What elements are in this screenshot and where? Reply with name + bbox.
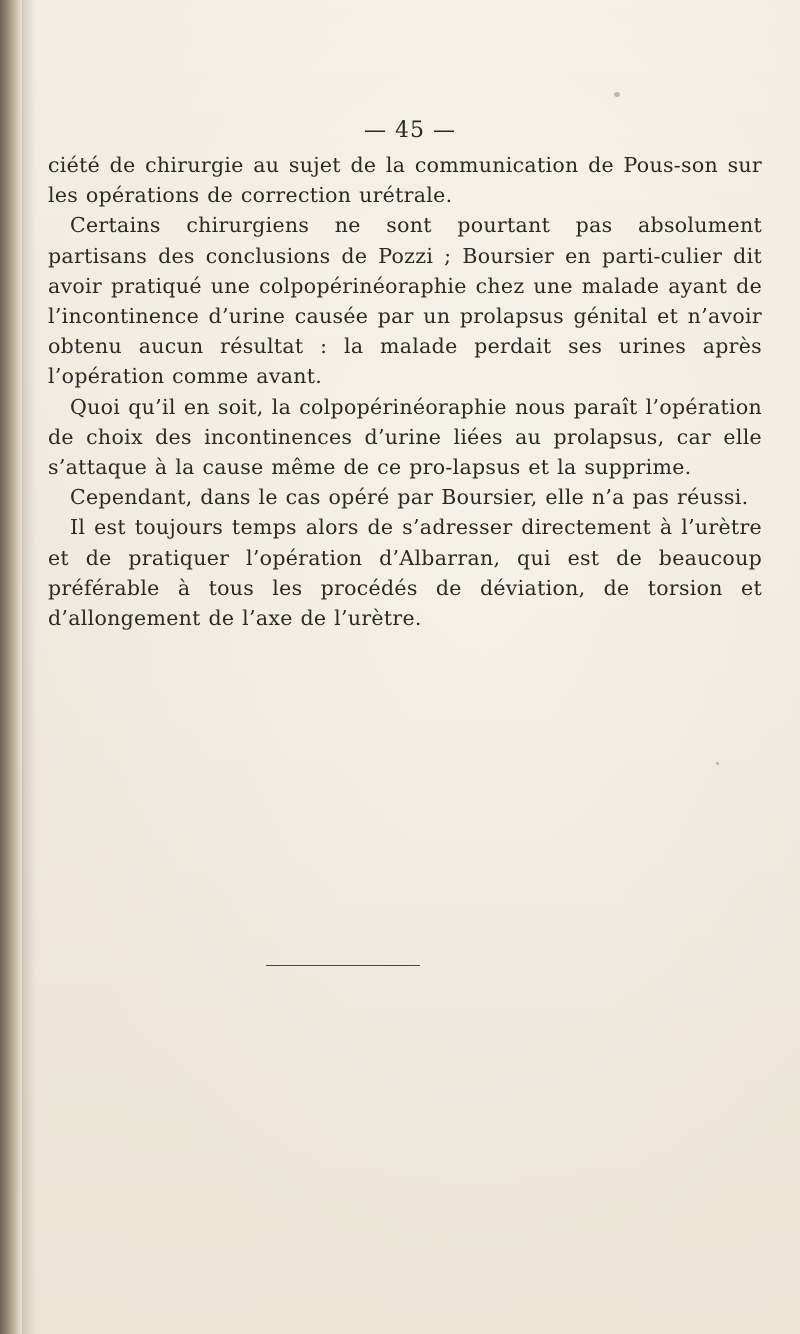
- paper-speck: [614, 92, 620, 97]
- paper-speck: [716, 762, 719, 765]
- paragraph: Cependant, dans le cas opéré par Boursier, elle n’a pas réussi.: [70, 485, 749, 510]
- body-text: [48, 150, 762, 633]
- page-binding-edge: [0, 0, 24, 1334]
- paragraph: Quoi qu’il en soit, la colpopérinéoraphie nous paraît l’opération de choix des incontinences d’urine liées au prolapsus, car elle s’attaque à la cause même de ce pro-lapsus et la supprime.: [48, 394, 762, 480]
- paragraph: ciété de chirurgie au sujet de la communication de Pous-son sur les opérations de correction urétrale.: [48, 153, 762, 208]
- paragraph: Il est toujours temps alors de s’adresser directement à l’urètre et de pratiquer l’opération d’Albarran, qui est de beaucoup préférable à tous les procédés de déviation, de torsion et d’allongement de l’axe de l’urètre.: [48, 515, 762, 631]
- page-number: — 45 —: [364, 118, 456, 143]
- page-binding-shadow: [22, 0, 36, 1334]
- section-divider-rule: [266, 965, 420, 966]
- paragraph: Certains chirurgiens ne sont pourtant pas absolument partisans des conclusions de Pozzi ; Boursier en parti-culier dit avoir pratiqué une colpopérinéoraphie chez une malade ayant de l’incontinence d’urine causée par un prolapsus génital et n’avoir obtenu aucun résultat : la malade perdait ses urines après l’opération comme avant.: [48, 213, 762, 389]
